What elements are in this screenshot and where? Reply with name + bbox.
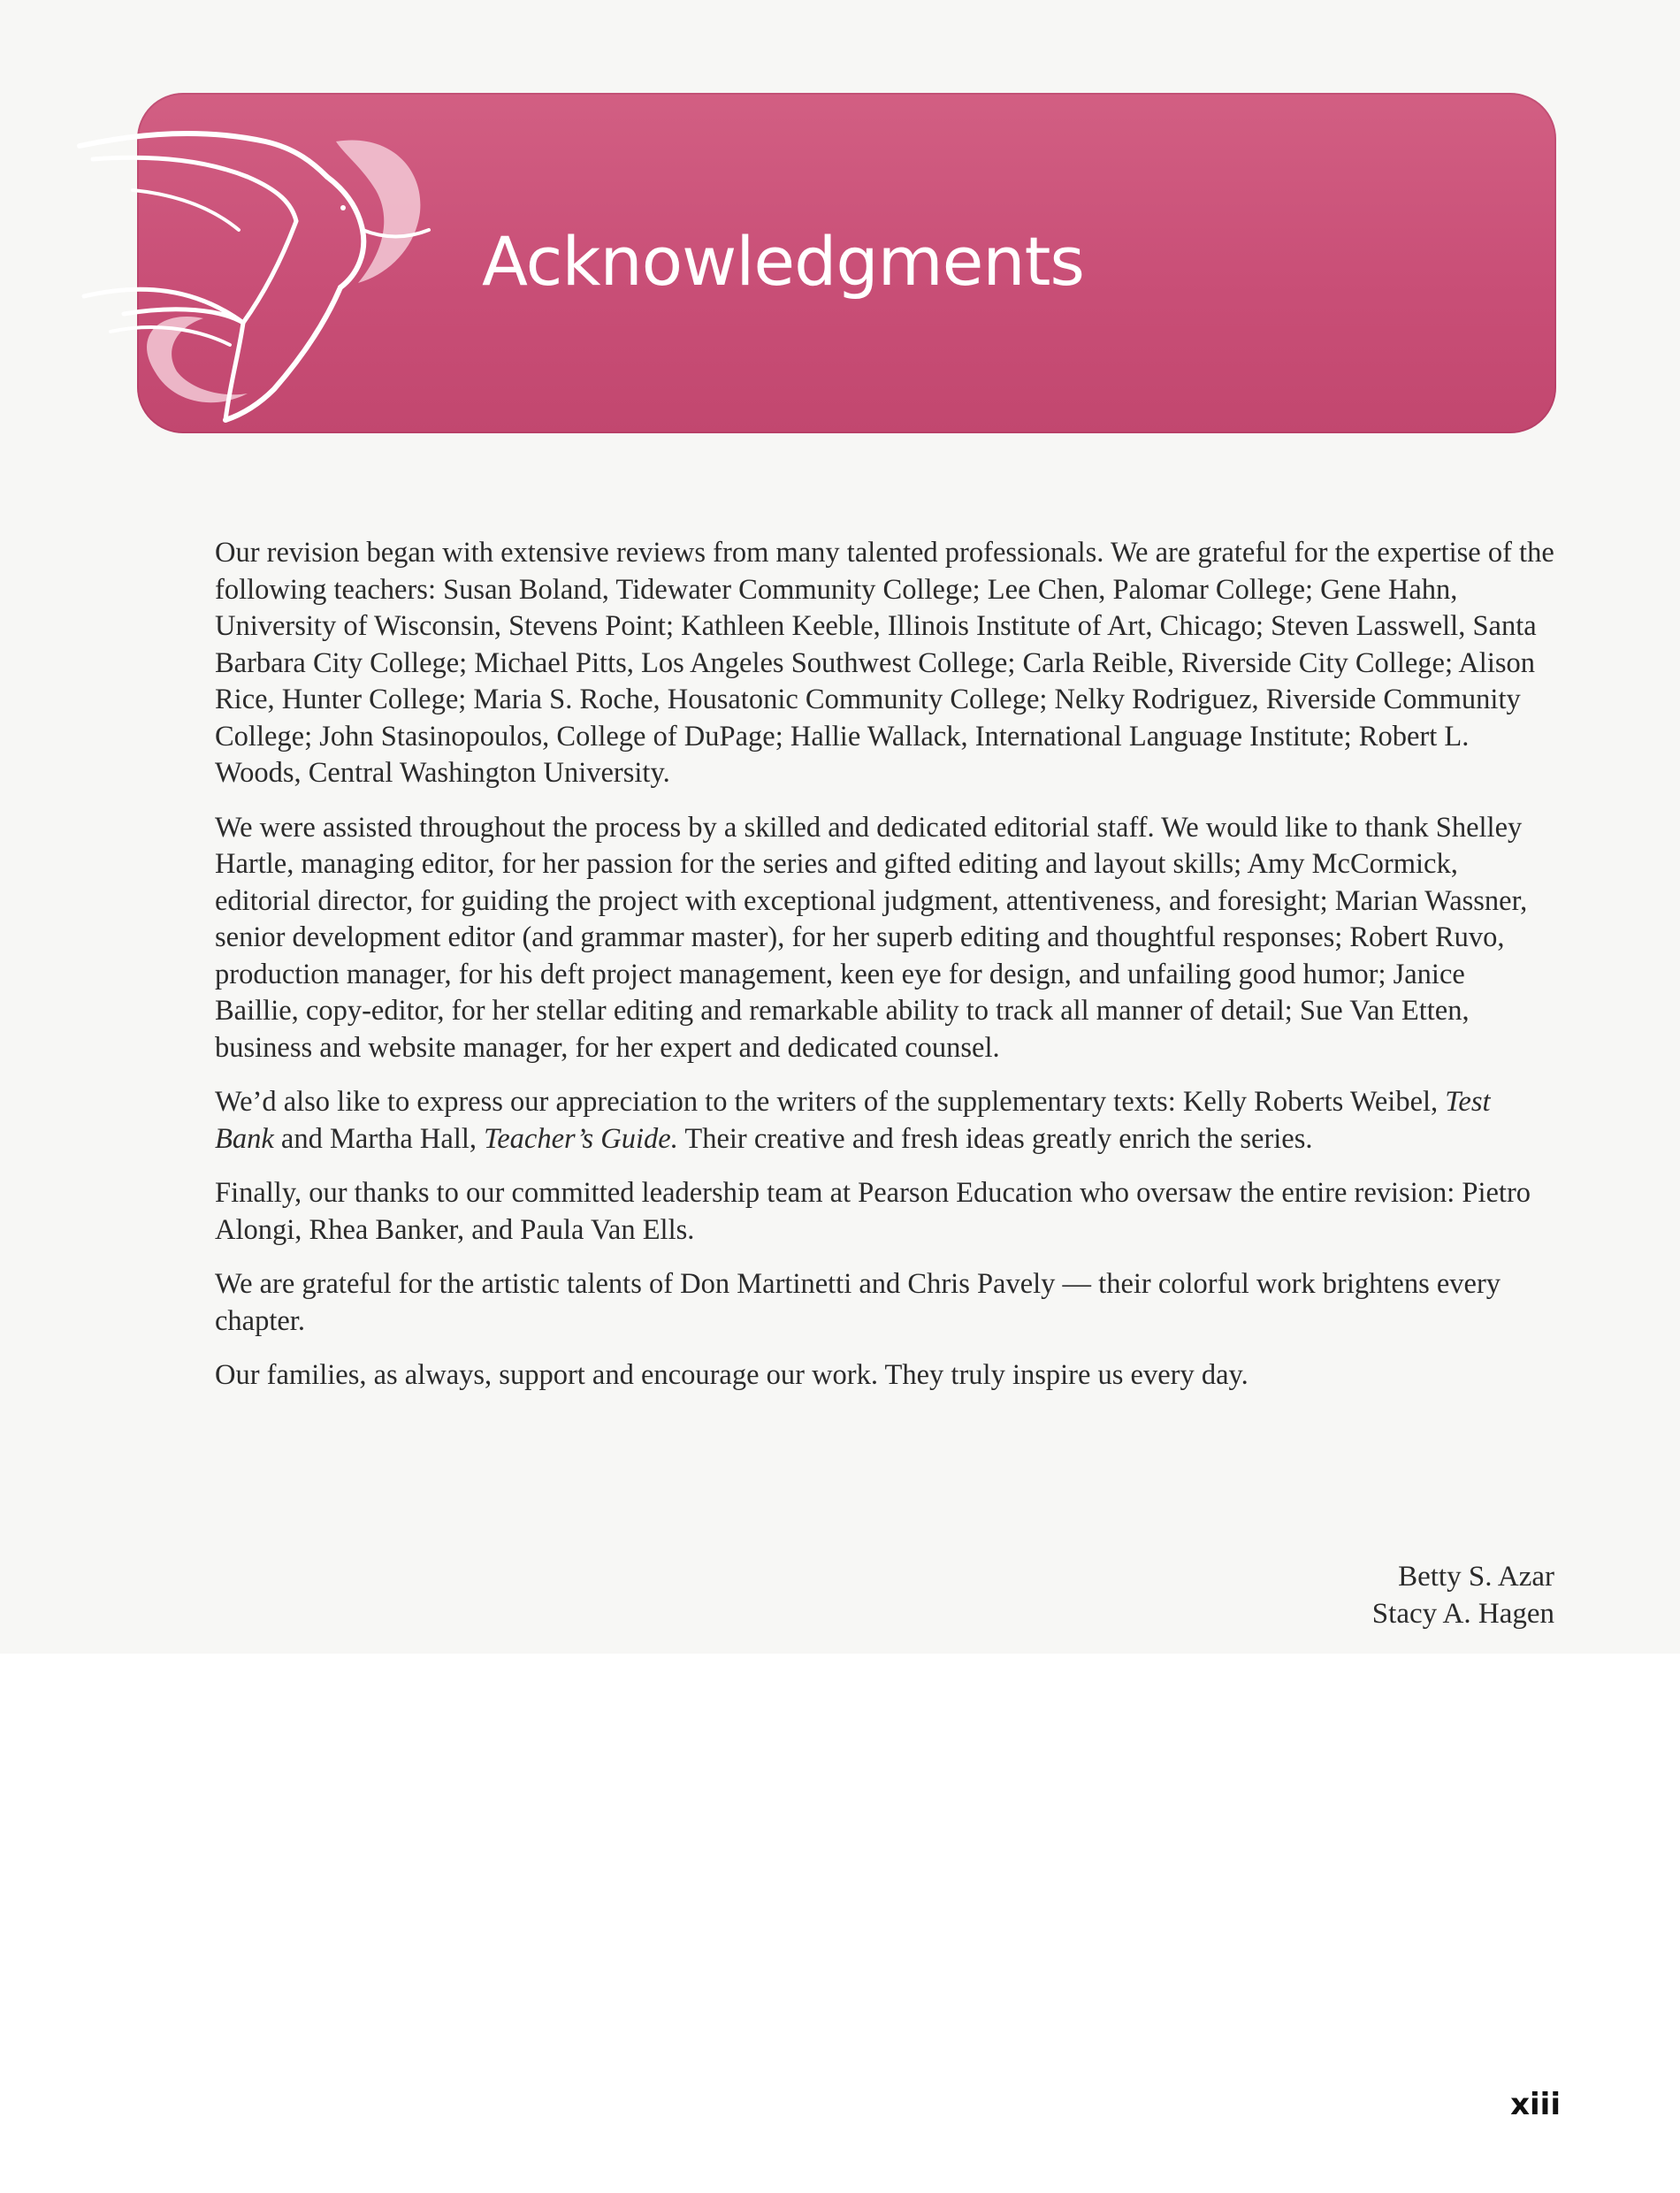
author-name: Stacy A. Hagen — [1371, 1598, 1554, 1630]
paragraph-families: Our families, as always, support and encourage our work. They truly inspire us every day. — [215, 1359, 1249, 1391]
paragraph-supplementary-writers — [215, 1084, 1554, 1158]
book-title: Teacher’s Guide. — [484, 1122, 678, 1155]
acknowledgments-body — [215, 535, 1554, 1412]
paragraph-text: Their creative and fresh ideas greatly enrich the series. — [677, 1122, 1313, 1155]
page-title: Acknowledgments — [482, 222, 1084, 301]
paragraph-text: We’d also like to express our appreciation to the writers of the supplementary texts: Kelly Roberts Weibel, — [215, 1086, 1446, 1118]
book-title: Test Bank — [215, 1086, 1491, 1155]
paragraph-leadership-team: Finally, our thanks to our committed leadership team at Pearson Education who oversaw the entire revision: Pietro Alongi, Rhea Banker, and Paula Van Ells. — [215, 1177, 1531, 1246]
author-signatures — [1372, 1558, 1554, 1632]
page-number: xiii — [1510, 2087, 1561, 2122]
swallow-bird-icon — [71, 106, 442, 424]
paragraph-editorial-staff: We were assisted throughout the process by a skilled and dedicated editorial staff. We would like to thank Shelley Hartle, managing editor, for her passion for the series and gifted editing and layout skills; Amy McCormick, editorial director, for guiding the project with exceptional judgment, attentiveness, and foresight; Marian Wassner, senior development editor (and grammar master), for her superb editing and thoughtful responses; Robert Ruvo, production manager, for his deft project management, keen eye for design, and unfailing good humor; Janice Baillie, copy-editor, for her stellar editing and remarkable ability to track all manner of detail; Sue Van Etten, business and website manager, for her expert and dedicated counsel. — [215, 811, 1528, 1064]
paragraph-artists: We are grateful for the artistic talents of Don Martinetti and Chris Pavely — their colorful work brightens every chapter. — [215, 1268, 1501, 1337]
paragraph-text: and Martha Hall, — [273, 1122, 485, 1155]
author-name: Betty S. Azar — [1398, 1561, 1554, 1593]
paragraph-reviewers: Our revision began with extensive reviews from many talented professionals. We are grateful for the expertise of the following teachers: Susan Boland, Tidewater Community College; Lee Chen, Palomar College; Gene Hahn, University of Wisconsin, Stevens Point; Kathleen Keeble, Illinois Institute of Art, Chicago; Steven Lasswell, Santa Barbara City College; Michael Pitts, Los Angeles Southwest College; Carla Reible, Riverside City College; Alison Rice, Hunter College; Maria S. Roche, Housatonic Community College; Nelky Rodriguez, Riverside Community College; John Stasinopoulos, College of DuPage; Hallie Wallack, International Language Institute; Robert L. Woods, Central Washington University. — [215, 537, 1554, 789]
